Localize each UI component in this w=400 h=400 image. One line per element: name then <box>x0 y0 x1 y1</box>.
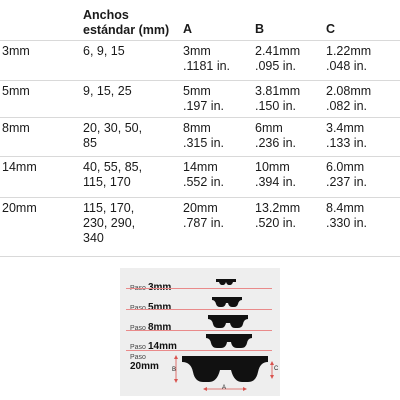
widths-line: 115, 170 <box>83 175 131 189</box>
dim-in: .394 in. <box>255 175 297 189</box>
belt-label <box>130 354 170 372</box>
dim-b-cell <box>255 44 300 74</box>
belt-profile-14mm <box>206 334 252 349</box>
dim-c-cell <box>326 84 371 114</box>
paso-label: Paso <box>130 325 146 332</box>
header-widths-line1: Anchos <box>83 8 129 22</box>
widths-line: 115, 170, <box>83 201 135 215</box>
widths-line: 20, 30, 50, <box>83 121 143 135</box>
belt-profile-diagram <box>120 268 280 396</box>
widths-line: 9, 15, 25 <box>83 84 132 98</box>
belt-row-20mm <box>120 352 280 394</box>
header-c: C <box>326 22 336 36</box>
table-row <box>0 40 400 80</box>
dim-in: .520 in. <box>255 216 297 230</box>
dim-mm: 10mm <box>255 160 290 174</box>
dim-b-cell <box>255 160 296 190</box>
belt-profile-5mm <box>212 297 242 308</box>
pitch-cell: 5mm <box>2 84 30 98</box>
header-standard-widths <box>83 8 193 38</box>
widths-line: 40, 55, 85, <box>83 160 143 174</box>
baseline-rule <box>126 350 272 351</box>
dim-mm: 8mm <box>183 121 211 135</box>
baseline-rule <box>126 309 272 310</box>
belt-row-3mm <box>120 276 280 293</box>
table-row <box>0 117 400 156</box>
table-row <box>0 197 400 257</box>
widths-line: 230, 290, <box>83 216 136 230</box>
dim-c-cell <box>326 201 367 231</box>
belt-row-5mm <box>120 294 280 313</box>
dim-in: .237 in. <box>326 175 368 189</box>
pitch-cell: 3mm <box>2 44 30 58</box>
dim-mm: 3mm <box>183 44 211 58</box>
dim-in: .095 in. <box>255 59 297 73</box>
dim-mm: 2.08mm <box>326 84 372 98</box>
dim-a-cell <box>183 201 224 231</box>
dim-mm: 3.4mm <box>326 121 365 135</box>
dim-mm: 1.22mm <box>326 44 372 58</box>
widths-cell <box>83 84 178 99</box>
pitch-size-label: 3mm <box>147 282 172 293</box>
dim-in: .330 in. <box>326 216 368 230</box>
belt-profile-3mm <box>216 279 236 287</box>
pitch-size-label: 14mm <box>147 341 177 352</box>
widths-line: 6, 9, 15 <box>83 44 125 58</box>
widths-line: 85 <box>83 136 97 150</box>
pitch-cell: 20mm <box>2 201 37 215</box>
dim-a-cell <box>183 84 224 114</box>
pitch-size-label: 20mm <box>130 361 159 372</box>
dim-c-cell <box>326 121 367 151</box>
dimension-c-label: C <box>274 366 279 372</box>
table-row <box>0 156 400 197</box>
dim-in: .133 in. <box>326 136 368 150</box>
dimension-b-label: B <box>172 367 177 373</box>
dim-mm: 6.0mm <box>326 160 365 174</box>
widths-cell <box>83 44 178 59</box>
belt-label <box>130 277 171 295</box>
dim-a-cell <box>183 121 224 151</box>
dim-c-cell <box>326 44 371 74</box>
pitch-size-label: 8mm <box>147 322 172 333</box>
dim-in: .315 in. <box>183 136 225 150</box>
dim-b-cell <box>255 201 300 231</box>
widths-cell <box>83 201 178 246</box>
dim-mm: 13.2mm <box>255 201 301 215</box>
table-header <box>0 0 400 40</box>
dimension-a-label: A <box>222 385 227 391</box>
dim-mm: 20mm <box>183 201 218 215</box>
widths-cell <box>83 121 178 151</box>
dim-in: .787 in. <box>183 216 225 230</box>
header-a: A <box>183 22 193 36</box>
dim-in: .1181 in. <box>183 59 231 73</box>
dim-mm: 6mm <box>255 121 283 135</box>
dim-mm: 14mm <box>183 160 218 174</box>
dim-c-cell <box>326 160 367 190</box>
dim-mm: 2.41mm <box>255 44 301 58</box>
dim-b-cell <box>255 121 296 151</box>
table-row <box>0 80 400 117</box>
dim-mm: 3.81mm <box>255 84 301 98</box>
belt-profile-8mm <box>208 315 248 329</box>
dim-in: .150 in. <box>255 99 297 113</box>
dim-mm: 5mm <box>183 84 211 98</box>
dim-in: .236 in. <box>255 136 297 150</box>
belt-row-8mm <box>120 313 280 331</box>
dim-in: .048 in. <box>326 59 368 73</box>
paso-label: Paso <box>130 344 146 351</box>
dim-mm: 8.4mm <box>326 201 365 215</box>
pitch-cell: 14mm <box>2 160 37 174</box>
paso-label: Paso <box>130 305 146 312</box>
dim-in: .552 in. <box>183 175 225 189</box>
pitch-size-label: 5mm <box>147 302 172 313</box>
paso-label: Paso <box>130 354 146 361</box>
dim-in: .082 in. <box>326 99 368 113</box>
baseline-rule <box>126 330 272 331</box>
widths-line: 340 <box>83 231 104 245</box>
header-widths-line2: estándar (mm) <box>83 23 170 37</box>
dim-in: .197 in. <box>183 99 225 113</box>
widths-cell <box>83 160 178 190</box>
paso-label: Paso <box>130 285 146 292</box>
dim-a-cell <box>183 44 230 74</box>
pitch-cell: 8mm <box>2 121 30 135</box>
dim-a-cell <box>183 160 224 190</box>
belt-row-14mm <box>120 333 280 351</box>
header-b: B <box>255 22 265 36</box>
baseline-rule <box>126 288 272 289</box>
dim-b-cell <box>255 84 300 114</box>
